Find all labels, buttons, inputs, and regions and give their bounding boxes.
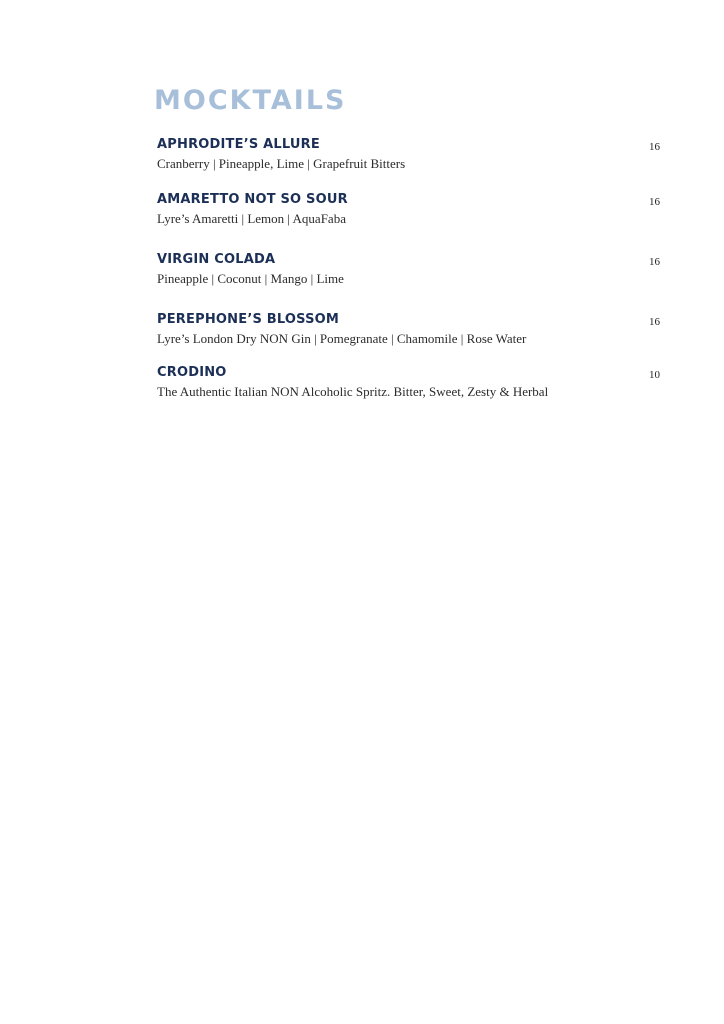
item-description: The Authentic Italian NON Alcoholic Spritz. Bitter, Sweet, Zesty & Herbal xyxy=(157,384,549,399)
menu-item xyxy=(157,365,662,400)
item-name: PEREPHONE’S BLOSSOM xyxy=(157,312,340,327)
item-price: 16 xyxy=(649,196,660,208)
item-description: Lyre’s Amaretti | Lemon | AquaFaba xyxy=(157,211,346,226)
menu-item xyxy=(157,192,662,227)
menu-item xyxy=(157,137,662,172)
item-price: 16 xyxy=(649,256,660,268)
item-price: 16 xyxy=(649,316,660,328)
item-name: APHRODITE’S ALLURE xyxy=(157,137,320,152)
item-description: Pineapple | Coconut | Mango | Lime xyxy=(157,271,344,286)
menu-item xyxy=(157,252,662,287)
item-name: AMARETTO NOT SO SOUR xyxy=(157,192,348,207)
item-name: CRODINO xyxy=(157,365,227,380)
section-title: MOCKTAILS xyxy=(154,85,347,116)
item-description: Cranberry | Pineapple, Lime | Grapefruit Bitters xyxy=(157,156,406,171)
item-description: Lyre’s London Dry NON Gin | Pomegranate | Chamomile | Rose Water xyxy=(157,331,527,346)
item-price: 10 xyxy=(649,369,660,381)
item-price: 16 xyxy=(649,141,660,153)
item-name: VIRGIN COLADA xyxy=(157,252,276,267)
menu-item xyxy=(157,312,662,347)
